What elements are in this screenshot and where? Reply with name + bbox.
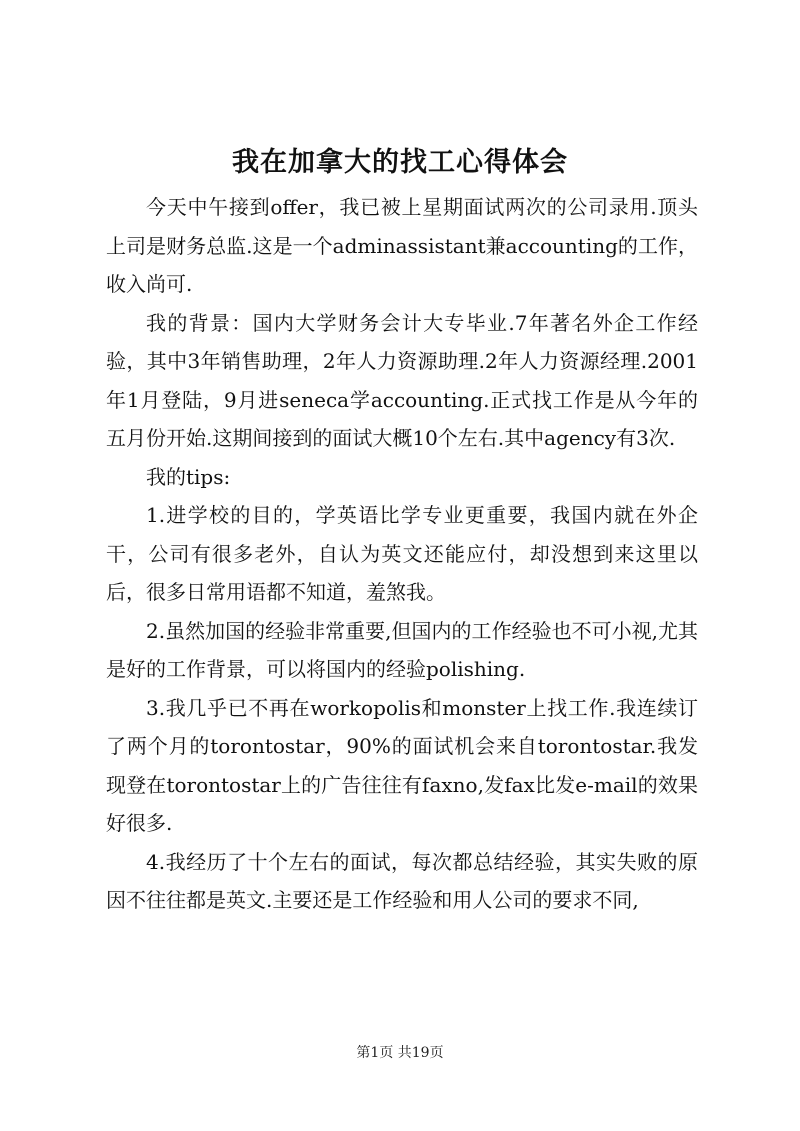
document-title: 我在加拿大的找工心得体会 (232, 147, 568, 178)
page-footer: 第1页 共19页 (356, 1045, 444, 1061)
paragraph-background: 我的背景：国内大学财务会计大专毕业.7年著名外企工作经验，其中3年销售助理，2年人力资源助理.2年人力资源经理.2001年1月登陆，9月进seneca学accounting.正式找工作是从今年的五月份开始.这期间接到的面试大概10个左右.其中agency有3次. (106, 310, 698, 450)
paragraph-offer: 今天中午接到offer，我已被上星期面试两次的公司录用.顶头上司是财务总监.这是一个adminassistant兼accounting的工作，收入尚可. (106, 195, 698, 296)
document-body (106, 188, 698, 920)
paragraph-tips-heading: 我的tips: (146, 464, 231, 489)
paragraph-tip-2: 2.虽然加国的经验非常重要,但国内的工作经验也不可小视,尤其是好的工作背景，可以将国内的经验polishing. (106, 618, 698, 681)
paragraph-tip-4: 4.我经历了十个左右的面试，每次都总结经验，其实失败的原因不往往都是英文.主要还是工作经验和用人公司的要求不同, (106, 849, 698, 912)
paragraph-tip-1: 1.进学校的目的，学英语比学专业更重要，我国内就在外企干，公司有很多老外，自认为英文还能应付，却没想到来这里以后，很多日常用语都不知道，羞煞我。 (106, 503, 698, 604)
paragraph-tip-3: 3.我几乎已不再在workopolis和monster上找工作.我连续订了两个月的torontostar，90%的面试机会来自torontostar.我发现登在torontostar上的广告往往有faxno,发fax比发e-mail的效果好很多. (106, 695, 698, 835)
